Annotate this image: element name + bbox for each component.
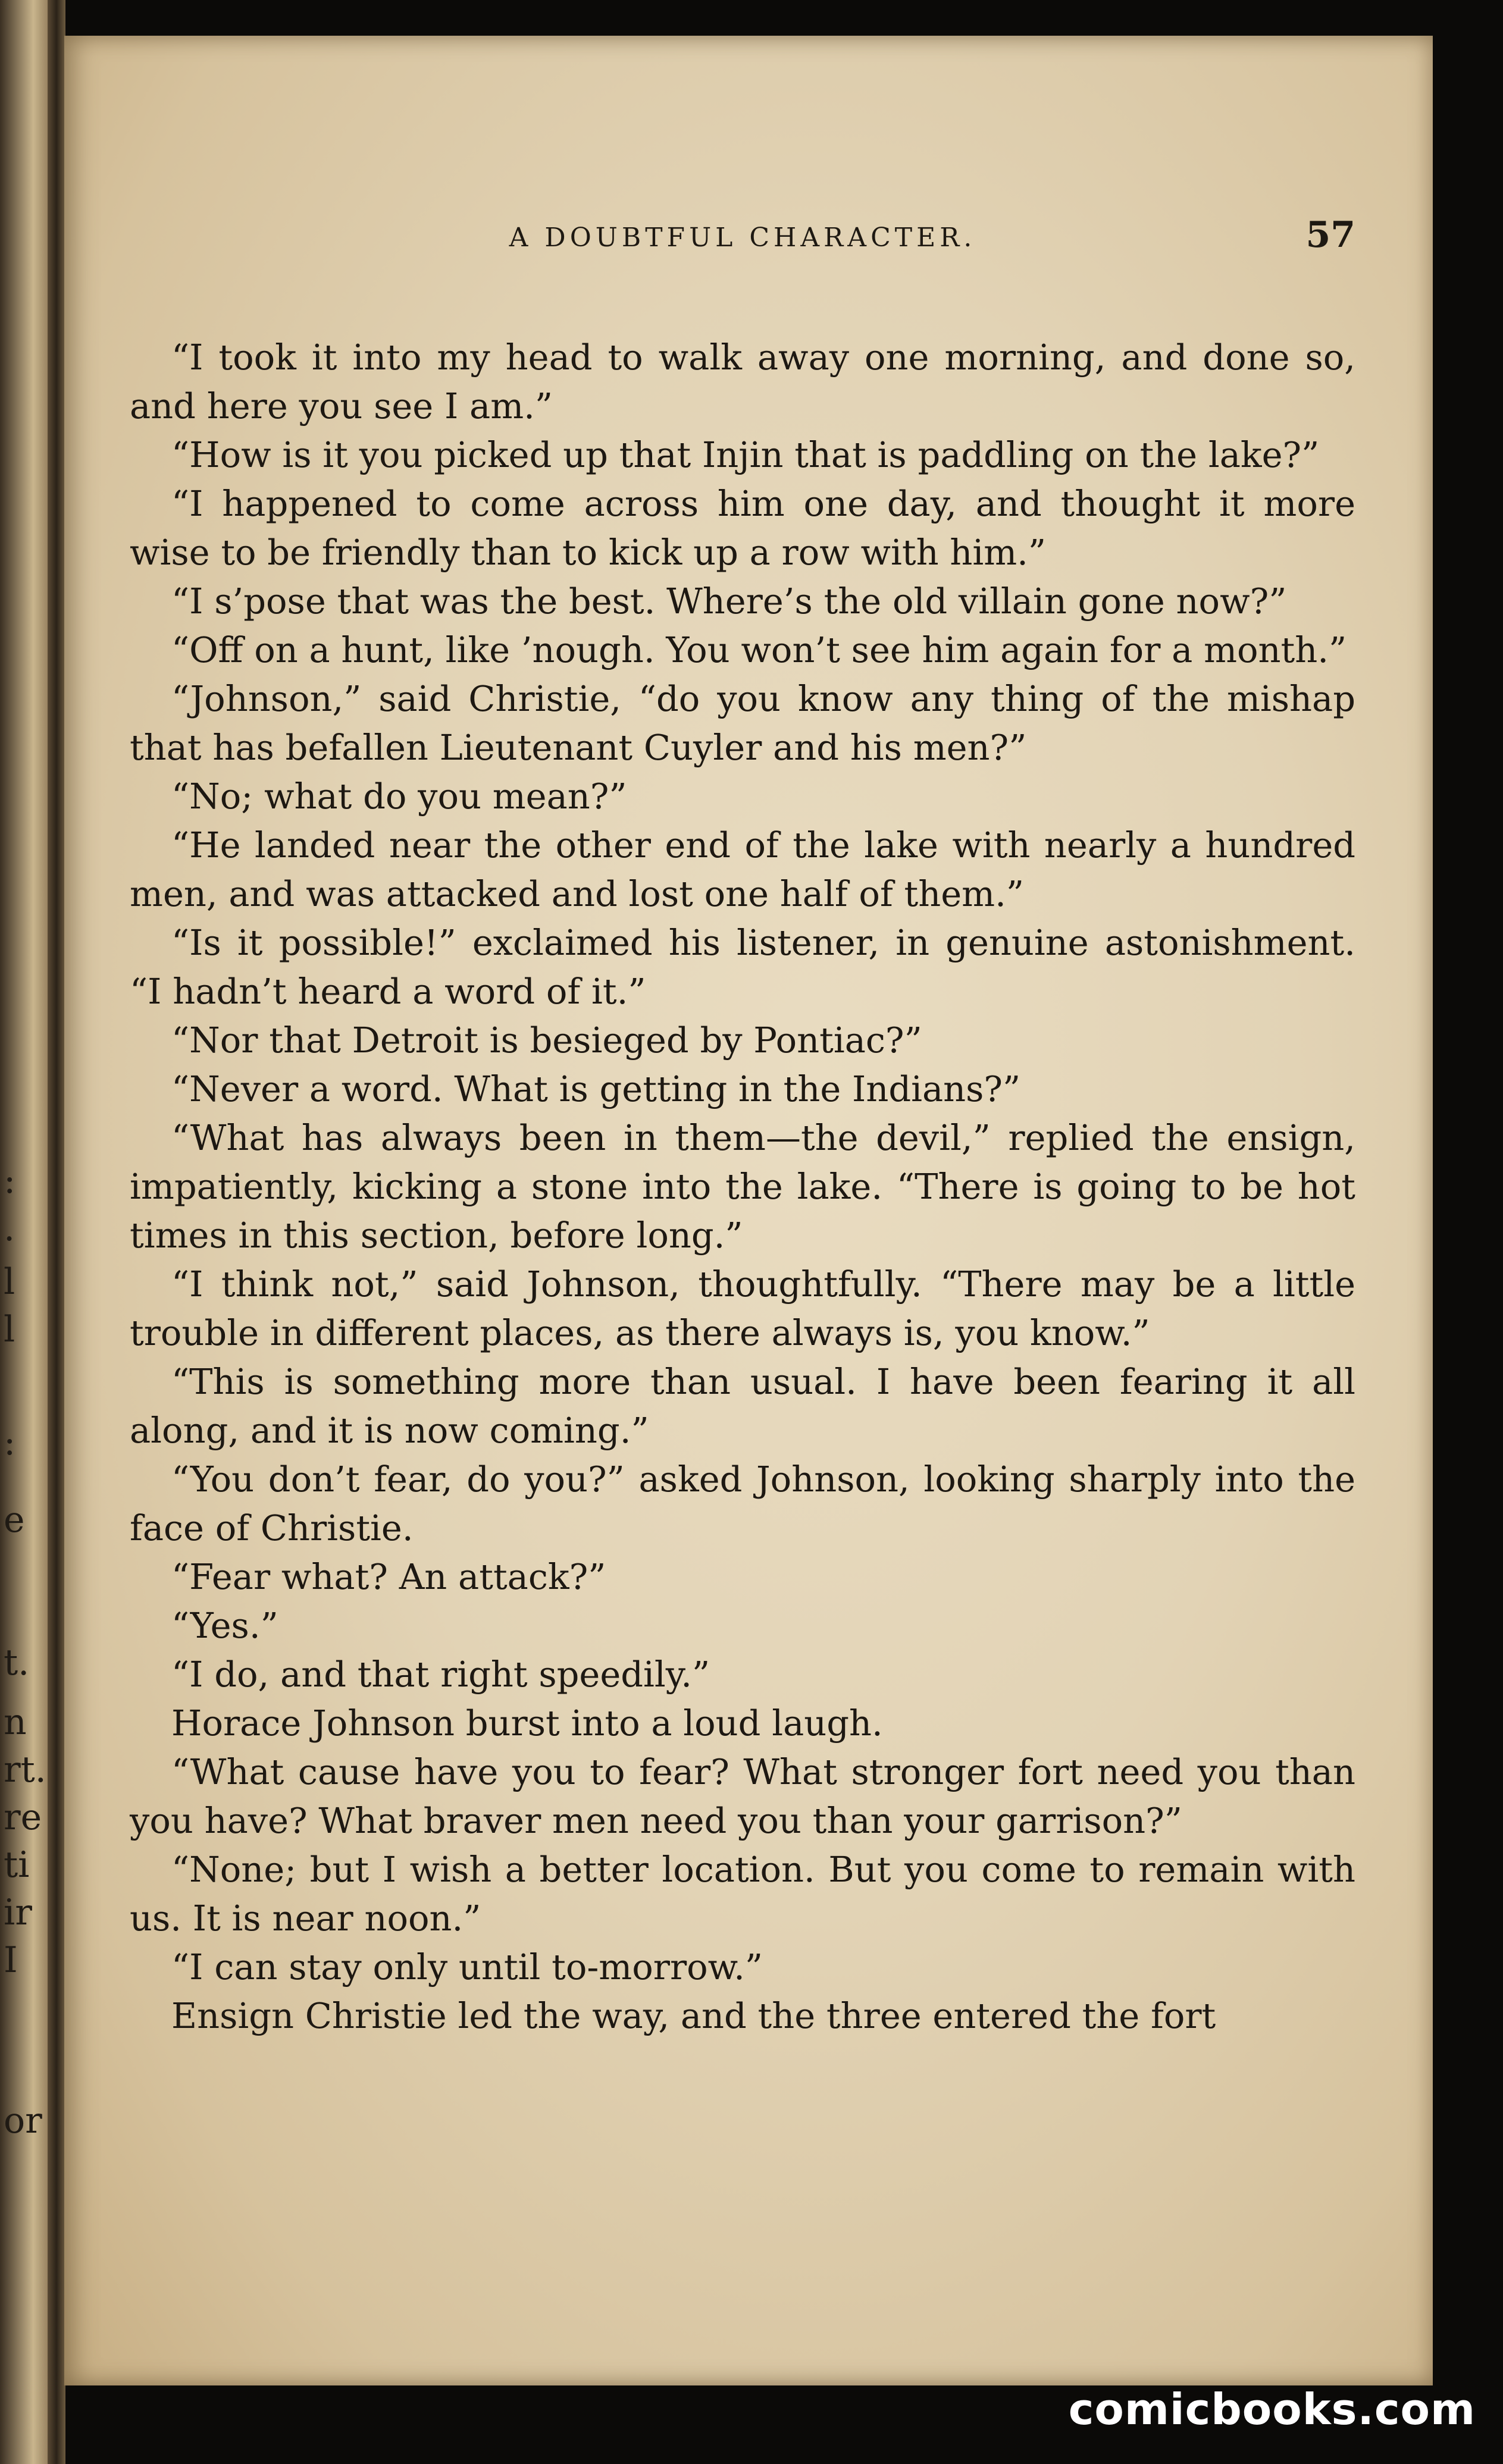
paragraph: “Yes.”	[171, 1605, 278, 1646]
paragraph: “I can stay only until to-morrow.”	[171, 1946, 763, 1987]
previous-page-text-fragment: n	[4, 1701, 27, 1743]
running-head: A DOUBTFUL CHARACTER.	[509, 222, 976, 253]
paragraph: Horace Johnson burst into a loud laugh.	[171, 1703, 883, 1744]
paragraph: “Never a word. What is getting in the Indians?”	[171, 1068, 1021, 1109]
paragraph: “I do, and that right speedily.”	[171, 1654, 710, 1695]
previous-page-text-fragment: t.	[4, 1642, 30, 1684]
paragraph: “Fear what? An attack?”	[171, 1556, 606, 1597]
paragraph: “How is it you picked up that Injin that is paddling on the lake?”	[171, 434, 1320, 475]
paragraph: “I s’pose that was the best. Where’s the old villain gone now?”	[171, 581, 1287, 622]
book-page	[64, 36, 1433, 2385]
previous-page-text-fragment: e	[4, 1499, 25, 1541]
previous-page-text-fragment: I	[4, 1939, 18, 1981]
paragraph: “I happened to come across him one day, and thought it more wise to be friendly than to kick up a row with him.”	[130, 483, 1355, 573]
page-number: 57	[1305, 214, 1355, 256]
previous-page-text-fragment: ti	[4, 1844, 30, 1886]
paragraph: “Off on a hunt, like ’nough. You won’t see him again for a month.”	[171, 629, 1347, 670]
paragraph: Ensign Christie led the way, and the three entered the fort	[171, 1995, 1216, 2036]
paragraph: “Is it possible!” exclaimed his listener, in genuine astonishment. “I hadn’t heard a word of it.”	[130, 922, 1355, 1012]
book-spine-gutter	[48, 0, 65, 2464]
previous-page-text-fragment: l	[4, 1309, 15, 1350]
previous-page-text-fragment: ir	[4, 1892, 32, 1933]
body-text	[130, 333, 1355, 2040]
paragraph: “What cause have you to fear? What stronger fort need you than you have? What braver men need you than your garrison?”	[130, 1751, 1355, 1841]
paragraph: “This is something more than usual. I have been fearing it all along, and it is now coming.”	[130, 1361, 1355, 1451]
paragraph: “No; what do you mean?”	[171, 776, 627, 817]
paragraph: “Johnson,” said Christie, “do you know any thing of the mishap that has befallen Lieutenant Cuyler and his men?”	[130, 678, 1355, 768]
paragraph: “What has always been in them—the devil,” replied the ensign, impatiently, kicking a stone into the lake. “There is going to be hot times in this section, before long.”	[130, 1117, 1355, 1256]
paragraph: “He landed near the other end of the lake with nearly a hundred men, and was attacked and lost one half of them.”	[130, 825, 1355, 914]
paragraph: “None; but I wish a better location. But you come to remain with us. It is near noon.”	[130, 1849, 1355, 1939]
previous-page-text-fragment: :	[4, 1160, 16, 1202]
previous-page-text-fragment: rt.	[4, 1749, 46, 1791]
previous-page-text-fragment: or	[4, 2100, 42, 2142]
paragraph: “I took it into my head to walk away one morning, and done so, and here you see I am.”	[130, 337, 1355, 427]
previous-page-text-fragment: l	[4, 1261, 15, 1303]
paragraph: “I think not,” said Johnson, thoughtfully. “There may be a little trouble in different places, as there always is, you know.”	[130, 1264, 1355, 1353]
previous-page-text-fragment: .	[4, 1208, 15, 1249]
previous-page-text-fragment: :	[4, 1422, 16, 1463]
previous-page-edge	[0, 0, 48, 2464]
paragraph: “You don’t fear, do you?” asked Johnson, looking sharply into the face of Christie.	[130, 1459, 1355, 1548]
site-watermark: comicbooks.com	[1068, 2384, 1476, 2434]
paragraph: “Nor that Detroit is besieged by Pontiac?”	[171, 1020, 922, 1061]
previous-page-text-fragment: re	[4, 1797, 42, 1838]
page-header	[130, 214, 1355, 268]
